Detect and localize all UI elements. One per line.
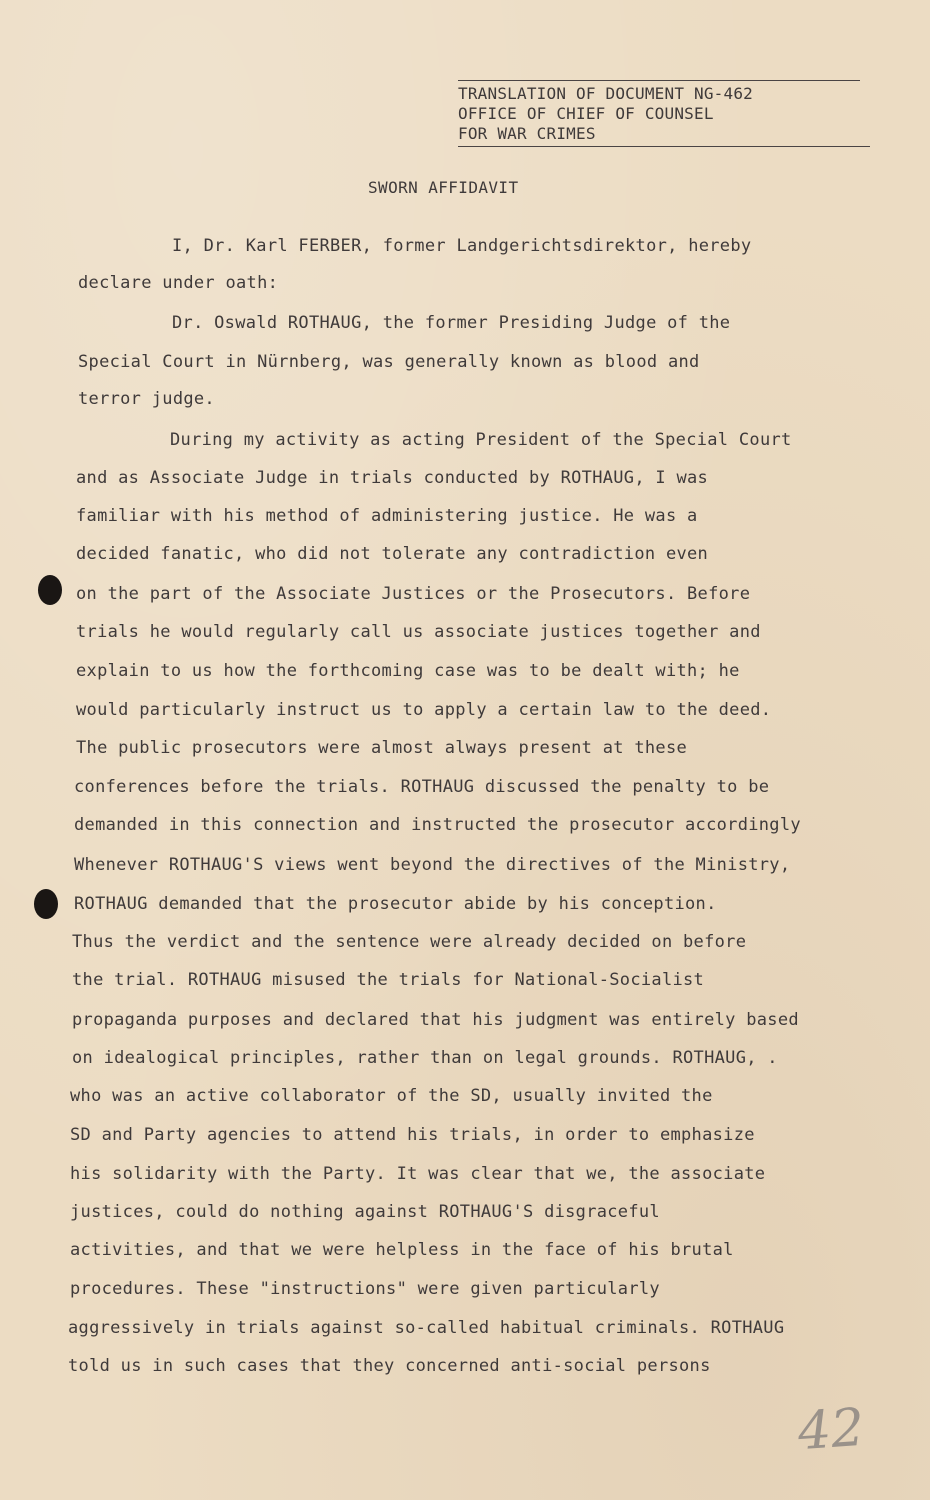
body-line-15: conferences before the trials. ROTHAUG discussed the penalty to be [74, 777, 770, 797]
body-line-20: the trial. ROTHAUG misused the trials for National-Socialist [72, 970, 705, 990]
header-top-rule [458, 80, 860, 81]
body-line-25: his solidarity with the Party. It was clear that we, the associate [70, 1164, 766, 1184]
body-line-6: During my activity as acting President of the Special Court [170, 430, 792, 450]
body-line-3: Dr. Oswald ROTHAUG, the former Presiding Judge of the [172, 313, 731, 333]
body-line-8: familiar with his method of administering justice. He was a [76, 506, 698, 526]
body-line-14: The public prosecutors were almost always present at these [76, 738, 688, 758]
body-line-18: ROTHAUG demanded that the prosecutor abide by his conception. [74, 894, 717, 914]
body-line-28: procedures. These "instructions" were given particularly [70, 1279, 660, 1299]
body-line-22: on idealogical principles, rather than on legal grounds. ROTHAUG, . [72, 1048, 778, 1068]
body-line-1: I, Dr. Karl FERBER, former Landgerichtsdirektor, hereby [172, 236, 752, 256]
body-line-29: aggressively in trials against so-called habitual criminals. ROTHAUG [68, 1318, 785, 1338]
body-line-23: who was an active collaborator of the SD, usually invited the [70, 1086, 713, 1106]
body-line-9: decided fanatic, who did not tolerate any contradiction even [76, 544, 709, 564]
body-line-5: terror judge. [78, 389, 215, 409]
body-line-21: propaganda purposes and declared that his judgment was entirely based [72, 1010, 799, 1030]
header-line-2: OFFICE OF CHIEF OF COUNSEL [458, 104, 714, 123]
document-title: SWORN AFFIDAVIT [368, 178, 519, 197]
body-line-30: told us in such cases that they concerned anti-social persons [68, 1356, 711, 1376]
body-line-11: trials he would regularly call us associate justices together and [76, 622, 761, 642]
header-bottom-rule [458, 146, 870, 147]
body-line-13: would particularly instruct us to apply a certain law to the deed. [76, 700, 772, 720]
body-line-24: SD and Party agencies to attend his trials, in order to emphasize [70, 1125, 755, 1145]
header-line-3: FOR WAR CRIMES [458, 124, 596, 143]
body-line-27: activities, and that we were helpless in the face of his brutal [70, 1240, 734, 1260]
body-line-17: Whenever ROTHAUG'S views went beyond the directives of the Ministry, [74, 855, 791, 875]
document-header [458, 80, 870, 147]
body-line-4: Special Court in Nürnberg, was generally known as blood and [78, 352, 700, 372]
body-line-12: explain to us how the forthcoming case was to be dealt with; he [76, 661, 740, 681]
punch-hole-lower [34, 889, 58, 919]
body-line-10: on the part of the Associate Justices or the Prosecutors. Before [76, 584, 751, 604]
body-line-26: justices, could do nothing against ROTHAUG'S disgraceful [70, 1202, 660, 1222]
body-line-16: demanded in this connection and instructed the prosecutor accordingly [74, 815, 801, 835]
body-line-7: and as Associate Judge in trials conducted by ROTHAUG, I was [76, 468, 709, 488]
body-line-19: Thus the verdict and the sentence were already decided on before [72, 932, 747, 952]
body-line-2: declare under oath: [78, 273, 279, 293]
header-line-1: TRANSLATION OF DOCUMENT NG-462 [458, 84, 753, 103]
punch-hole-upper [38, 575, 62, 605]
handwritten-page-number: 42 [795, 1397, 867, 1463]
